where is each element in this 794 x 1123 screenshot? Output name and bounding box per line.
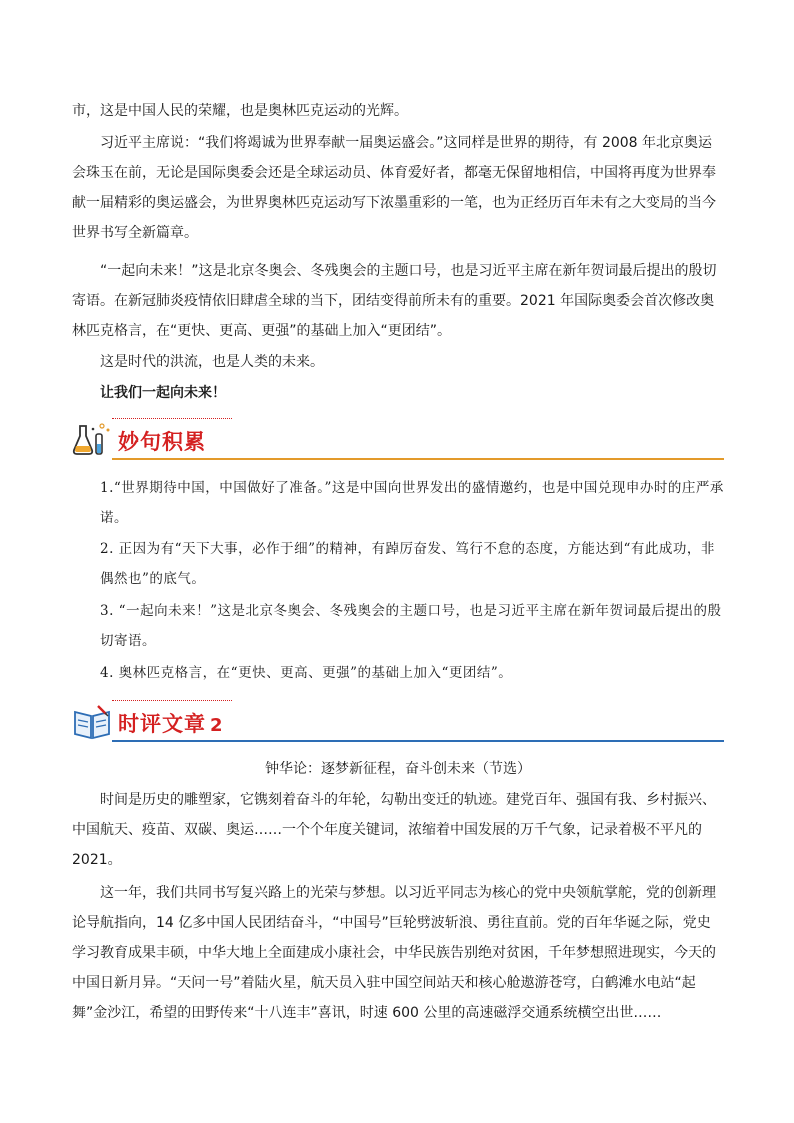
section-title-accumulation: 妙句积累 xyxy=(118,430,206,454)
section-header-accumulation xyxy=(72,418,724,460)
section-title-commentary xyxy=(118,708,224,738)
book-icon xyxy=(72,702,112,742)
quote-item-1: 1.“世界期待中国，中国做好了准备。”这是中国向世界发出的盛情邀约，也是中国兑现申办时的庄严承诺。 xyxy=(100,480,724,526)
article2-paragraph-2: 这一年，我们共同书写复兴路上的光荣与梦想。以习近平同志为核心的党中央领航掌舵，党的创新理论导航指向，14 亿多中国人民团结奋斗，“中国号”巨轮劈波斩浪、勇往直前。党的百年华诞之际，党史学习教育成果丰硕，中华大地上全面建成小康社会，中华民族告别绝对贫困，千年梦想照进现实，今天的中国日新月异。“天问一号”着陆火星，航天员入驻中国空间站天和核心舱遨游苍穹，白鹤滩水电站“起舞”金沙江，希望的田野传来“十八连丰”喜讯，时速 600 公里的高速磁浮交通系统横空出世…… xyxy=(72,885,716,1021)
dotted-accent xyxy=(112,418,232,419)
article1-paragraph-5: 让我们一起向未来！ xyxy=(100,385,226,401)
article2-heading: 钟华论：逐梦新征程，奋斗创未来（节选） xyxy=(265,761,531,777)
article1-paragraph-1: 市，这是中国人民的荣耀，也是奥林匹克运动的光辉。 xyxy=(72,103,408,119)
dotted-accent xyxy=(112,700,232,701)
flask-icon xyxy=(72,420,112,460)
article1-paragraph-3: “一起向未来！”这是北京冬奥会、冬残奥会的主题口号，也是习近平主席在新年贺词最后提出的殷切寄语。在新冠肺炎疫情依旧肆虐全球的当下，团结变得前所未有的重要。2021 年国际奥委会首次修改奥林匹克格言，在“更快、更高、更强”的基础上加入“更团结”。 xyxy=(72,263,717,339)
quote-item-3: 3. “一起向未来！”这是北京冬奥会、冬残奥会的主题口号，也是习近平主席在新年贺词最后提出的殷切寄语。 xyxy=(100,603,722,649)
section-underline xyxy=(112,740,724,742)
section-title-text: 时评文章 xyxy=(118,712,206,736)
article1-paragraph-2: 习近平主席说：“我们将竭诚为世界奉献一届奥运盛会。”这同样是世界的期待，有 2008 年北京奥运会珠玉在前，无论是国际奥委会还是全球运动员、体育爱好者，都毫无保留地相信，中国将再度为世界奉献一届精彩的奥运盛会，为世界奥林匹克运动写下浓墨重彩的一笔，也为正经历百年未有之大变局的当今世界书写全新篇章。 xyxy=(72,135,716,241)
section-underline xyxy=(112,458,724,460)
section-header-commentary xyxy=(72,700,724,742)
article2-paragraph-1: 时间是历史的雕塑家，它镌刻着奋斗的年轮，勾勒出变迁的轨迹。建党百年、强国有我、乡村振兴、中国航天、疫苗、双碳、奥运……一个个年度关键词，浓缩着中国发展的万千气象，记录着极不平凡的 2021。 xyxy=(72,792,716,868)
quote-item-2: 2. 正因为有“天下大事，必作于细”的精神，有踔厉奋发、笃行不怠的态度，方能达到“有此成功，非偶然也”的底气。 xyxy=(100,541,715,587)
article1-paragraph-4: 这是时代的洪流，也是人类的未来。 xyxy=(100,354,324,370)
section-number: 2 xyxy=(210,715,224,736)
quote-item-4: 4. 奥林匹克格言，在“更快、更高、更强”的基础上加入“更团结”。 xyxy=(100,665,513,681)
